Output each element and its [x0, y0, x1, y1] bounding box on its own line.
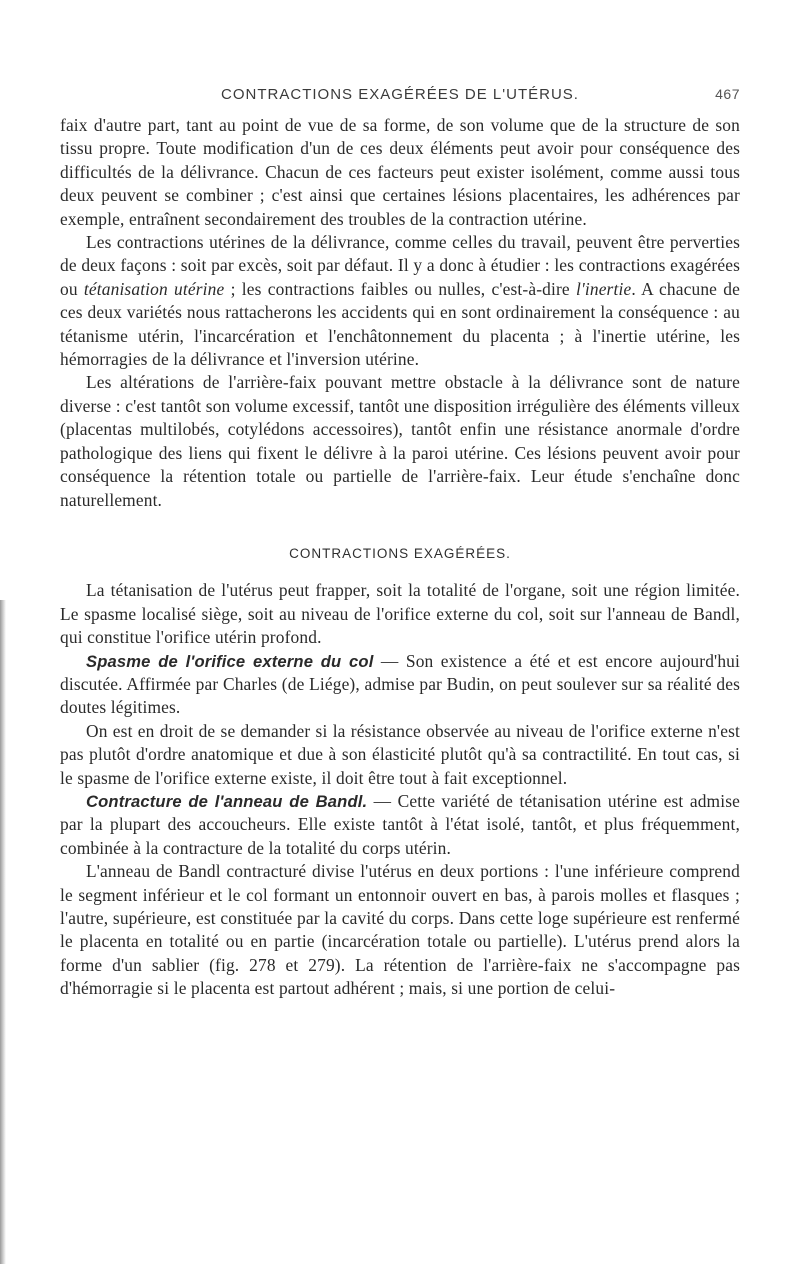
body-text: [60, 114, 740, 1001]
running-title: CONTRACTIONS EXAGÉRÉES DE L'UTÉRUS.: [221, 86, 579, 103]
paragraph-text: . A chacune de ces deux variétés nous rattacherons les accidents qui en sont ordinairement la conséquence : au tétanisme utérin, l'incarcération et l'enchâtonnement du placenta ; à l'inertie utérine, les hémorragies de la délivrance et l'inversion utérine.: [60, 278, 740, 370]
paragraph-spasme: [60, 650, 740, 720]
page-number: 467: [715, 86, 740, 102]
subheading-spasme: Spasme de l'orifice externe du col: [86, 651, 374, 671]
paragraph-text: faix d'autre part, tant au point de vue de sa forme, de son volume que de la structure de son tissu propre. Toute modification d'un de ces deux éléments peut avoir pour conséquence des difficultés de la délivrance. Chacun de ces facteurs peut exister isolément, comme aussi tous deux peuvent se combiner ; c'est ainsi que certaines lésions placentaires, les adhérences par exemple, entraînent secondairement des troubles de la contraction utérine.: [60, 115, 740, 229]
paragraph-text: — Cette variété de tétanisation utérine est admise par la plupart des accoucheurs. Elle existe tantôt à l'état isolé, tantôt, et plus fréquemment, combinée à la contracture de la totalité du corps utérin.: [60, 790, 740, 858]
subheading-contracture: Contracture de l'anneau de Bandl.: [86, 791, 368, 811]
paragraph-contractions: [60, 231, 740, 371]
paragraph-intro-continuation: [60, 114, 740, 231]
paragraph-text: On est en droit de se demander si la résistance observée au niveau de l'orifice externe n'est pas plutôt d'ordre anatomique et due à son élasticité plutôt qu'à sa contractilité. En tout cas, si le spasme de l'orifice externe existe, il doit être tout à fait exceptionnel.: [60, 720, 740, 788]
paragraph-text: La tétanisation de l'utérus peut frapper, soit la totalité de l'organe, soit une région limitée. Le spasme localisé siège, soit au niveau de l'orifice externe du col, soit sur l'anneau de Bandl, qui constitue l'orifice utérin profond.: [60, 580, 740, 648]
section-heading: CONTRACTIONS EXAGÉRÉES.: [289, 545, 511, 561]
binding-shadow: [0, 600, 6, 1264]
paragraph-text: Les contractions utérines de la délivrance, comme celles du travail, peuvent être perverties de deux façons : soit par excès, soit par défaut. Il y a donc à étudier : les contractions exagérées ou: [60, 232, 740, 299]
paragraph-tetanisation: [60, 579, 740, 649]
italic-term-tetanisation: tétanisation utérine: [83, 278, 225, 299]
paragraph-alterations: [60, 371, 740, 511]
paragraph-text: ; les contractions faibles ou nulles, c'est-à-dire: [224, 278, 577, 299]
paragraph-contracture: [60, 790, 740, 860]
paragraph-text: L'anneau de Bandl contracturé divise l'utérus en deux portions : l'une inférieure comprend le segment inférieur et le col formant un entonnoir ouvert en bas, à parois molles et flasques ; l'autre, supérieure, est constituée par la cavité du corps. Dans cette loge supérieure est renfermé le placenta en totalité ou en partie (incarcération totale ou partielle). L'utérus prend alors la forme d'un sablier (fig. 278 et 279). La rétention de l'arrière-faix ne s'accompagne pas d'hémorragie si le placenta est partout adhérent ; mais, si une portion de celui-: [60, 861, 740, 999]
running-header: [60, 86, 740, 108]
paragraph-orifice: [60, 720, 740, 790]
paragraph-text: — Son existence a été et est encore aujourd'hui discutée. Affirmée par Charles (de Liége), admise par Budin, on peut soulever sur sa réalité des doutes légitimes.: [60, 650, 741, 718]
paragraph-anneau-bandl: [60, 860, 740, 1000]
italic-term-inertie: l'inertie: [576, 278, 632, 299]
paragraph-text: Les altérations de l'arrière-faix pouvant mettre obstacle à la délivrance sont de nature diverse : c'est tantôt son volume excessif, tantôt une disposition irrégulière des éléments villeux (placentas multilobés, cotylédons accessoires), tantôt enfin une résistance anormale d'ordre pathologique des liens qui fixent le délivre à la paroi utérine. Ces lésions peuvent avoir pour conséquence la rétention totale ou partielle de l'arrière-faix. Leur étude s'enchaîne donc naturellement.: [60, 372, 740, 510]
